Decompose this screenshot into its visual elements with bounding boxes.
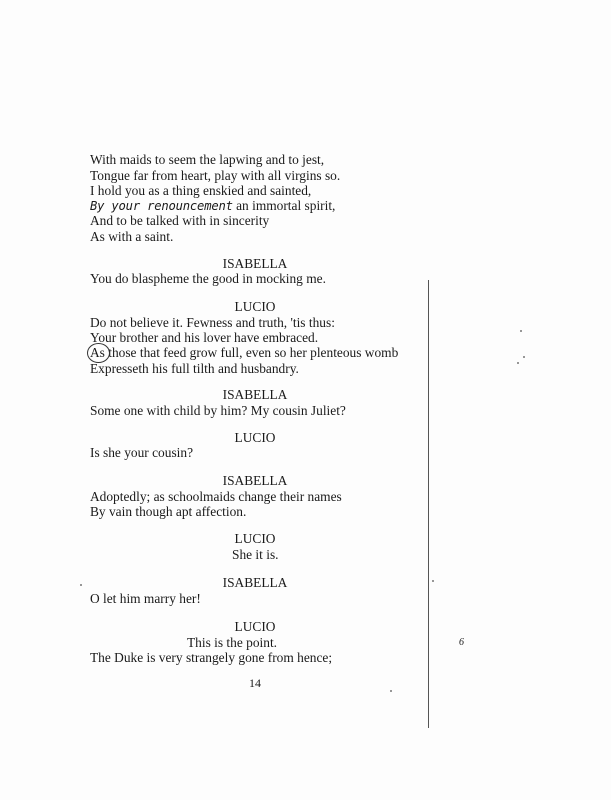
speaker-name: ISABELLA (222, 256, 288, 271)
scan-speck (390, 690, 392, 692)
scan-speck (432, 580, 434, 582)
speech-line-circled (90, 345, 398, 361)
scan-speck (520, 330, 522, 332)
margin-handwritten-mark: 6 (459, 637, 464, 648)
scan-speck (80, 584, 82, 586)
speaker-name: ISABELLA (222, 387, 288, 402)
verse-line: And to be talked with in sincerity (90, 213, 270, 228)
scan-speck (517, 362, 519, 364)
speech-line: The Duke is very strangely gone from hence; (90, 650, 333, 665)
speech-line: O let him marry her! (90, 591, 201, 606)
speech-line: Your brother and his lover have embraced. (90, 330, 319, 345)
speaker-name: LUCIO (234, 531, 276, 546)
speech-line: She it is. (232, 547, 279, 562)
verse-line: I hold you as a thing enskied and sainted, (90, 183, 312, 198)
speech-line: You do blaspheme the good in mocking me. (90, 271, 326, 286)
speaker-name: LUCIO (234, 619, 276, 634)
speaker-name: LUCIO (234, 430, 276, 445)
verse-line: With maids to seem the lapwing and to jest, (90, 152, 325, 167)
scan-speck (523, 356, 525, 358)
speech-line: Is she your cousin? (90, 445, 194, 460)
verse-line: Tongue far from heart, play with all virgins so. (90, 168, 341, 183)
speech-line: Some one with child by him? My cousin Juliet? (90, 403, 346, 418)
verse-line-rest: an immortal spirit, (236, 198, 336, 213)
speaker-name: ISABELLA (222, 575, 288, 590)
speech-line: Expresseth his full tilth and husbandry. (90, 361, 299, 376)
page-number: 14 (249, 676, 261, 690)
verse-line-annotated (90, 198, 335, 214)
margin-rule-line (428, 280, 429, 728)
circled-word-mark: As those that feed grow full, even so her plenteous womb (90, 345, 398, 361)
verse-line: As with a saint. (90, 229, 174, 244)
speech-line: This is the point. (187, 635, 278, 650)
speaker-name: ISABELLA (222, 473, 288, 488)
speech-line: Adoptedly; as schoolmaids change their names (90, 489, 342, 504)
speaker-name: LUCIO (234, 299, 276, 314)
handwritten-correction: By your renouncement (90, 199, 233, 213)
speech-line: Do not believe it. Fewness and truth, 'tis thus: (90, 315, 335, 330)
speech-line: By vain though apt affection. (90, 504, 247, 519)
